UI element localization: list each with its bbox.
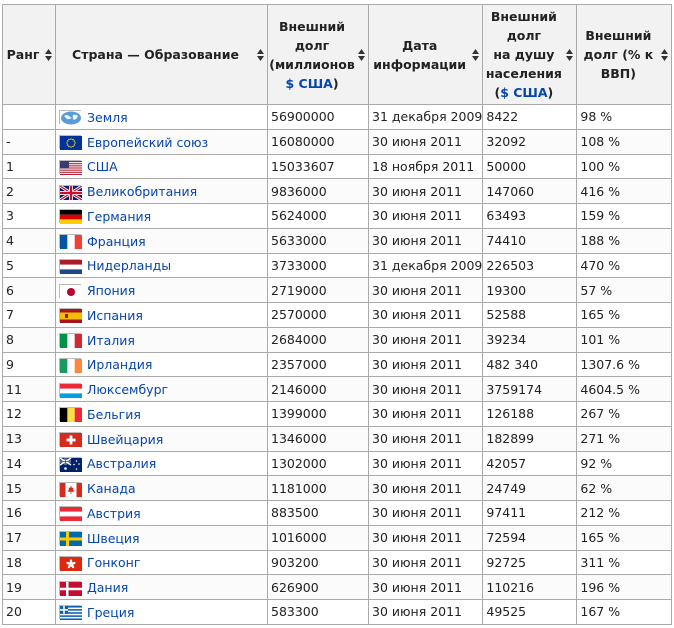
- sweden-flag-icon: [59, 531, 81, 545]
- sort-arrows-icon[interactable]: [472, 49, 479, 61]
- country-link[interactable]: Великобритания: [87, 184, 198, 200]
- gdp-percent-cell: 1307.6 %: [577, 352, 672, 377]
- debt-cell: 2684000: [268, 327, 369, 352]
- rank-cell: 15: [3, 476, 56, 501]
- sort-arrows-icon[interactable]: [566, 49, 573, 61]
- rank-cell: 8: [3, 327, 56, 352]
- table-row: [3, 426, 672, 451]
- per-capita-cell: 39234: [483, 327, 577, 352]
- per-capita-cell: 8422: [483, 105, 577, 130]
- debt-cell: 903200: [268, 550, 369, 575]
- per-capita-cell: 42057: [483, 451, 577, 476]
- external-debt-table: [2, 4, 672, 625]
- rank-cell: 2: [3, 179, 56, 204]
- per-capita-cell: 24749: [483, 476, 577, 501]
- debt-cell: 9836000: [268, 179, 369, 204]
- japan-flag-icon: [59, 284, 81, 298]
- rank-cell: 20: [3, 600, 56, 625]
- country-cell: [56, 575, 268, 600]
- date-cell: 30 июня 2011: [369, 327, 483, 352]
- rank-cell: [3, 105, 56, 130]
- date-cell: 30 июня 2011: [369, 550, 483, 575]
- country-cell: [56, 402, 268, 427]
- luxembourg-flag-icon: [59, 383, 81, 397]
- country-cell: [56, 278, 268, 303]
- date-cell: 31 декабря 2009: [369, 105, 483, 130]
- table-row: [3, 352, 672, 377]
- germany-flag-icon: [59, 209, 81, 223]
- country-link[interactable]: Япония: [87, 283, 136, 299]
- rank-cell: 17: [3, 525, 56, 550]
- country-cell: [56, 550, 268, 575]
- per-capita-cell: 147060: [483, 179, 577, 204]
- country-cell: [56, 253, 268, 278]
- sort-arrows-icon[interactable]: [257, 49, 264, 61]
- table-row: [3, 377, 672, 402]
- debt-cell: 5633000: [268, 228, 369, 253]
- denmark-flag-icon: [59, 581, 81, 595]
- col-header-date-line2: информации: [373, 56, 467, 72]
- country-cell: [56, 525, 268, 550]
- canada-flag-icon: [59, 482, 81, 496]
- debt-cell: 56900000: [268, 105, 369, 130]
- debt-cell: 3733000: [268, 253, 369, 278]
- rank-cell: 16: [3, 501, 56, 526]
- rank-cell: -: [3, 129, 56, 154]
- country-link[interactable]: Швеция: [87, 530, 140, 546]
- per-capita-cell: 92725: [483, 550, 577, 575]
- debt-cell: 1181000: [268, 476, 369, 501]
- col-header-debt-line1: Внешний: [278, 18, 346, 34]
- ireland-flag-icon: [59, 358, 81, 372]
- date-cell: 30 июня 2011: [369, 129, 483, 154]
- date-cell: 30 июня 2011: [369, 600, 483, 625]
- date-cell: 30 июня 2011: [369, 476, 483, 501]
- date-cell: 30 июня 2011: [369, 303, 483, 328]
- country-cell: [56, 451, 268, 476]
- country-link[interactable]: Швейцария: [87, 431, 164, 447]
- rank-cell: 5: [3, 253, 56, 278]
- per-capita-cell: 72594: [483, 525, 577, 550]
- gdp-percent-cell: 98 %: [577, 105, 672, 130]
- spain-flag-icon: [59, 308, 81, 322]
- col-header-percap-line3: на душу: [493, 47, 555, 62]
- date-cell: 30 июня 2011: [369, 204, 483, 229]
- country-link[interactable]: Нидерланды: [87, 258, 172, 274]
- date-cell: 30 июня 2011: [369, 575, 483, 600]
- gdp-percent-cell: 416 %: [577, 179, 672, 204]
- gdp-percent-cell: 167 %: [577, 600, 672, 625]
- country-cell: [56, 501, 268, 526]
- debt-cell: 1302000: [268, 451, 369, 476]
- country-link[interactable]: Канада: [87, 481, 136, 497]
- table-header: [3, 5, 672, 105]
- table-row: [3, 476, 672, 501]
- gdp-percent-cell: 311 %: [577, 550, 672, 575]
- country-link[interactable]: Бельгия: [87, 406, 141, 422]
- gdp-percent-cell: 100 %: [577, 154, 672, 179]
- per-capita-cell: 482 340: [483, 352, 577, 377]
- country-link[interactable]: США: [87, 159, 118, 175]
- date-cell: 30 июня 2011: [369, 525, 483, 550]
- rank-cell: 6: [3, 278, 56, 303]
- country-cell: [56, 179, 268, 204]
- country-cell: [56, 476, 268, 501]
- date-cell: 30 июня 2011: [369, 352, 483, 377]
- gdp-percent-cell: 108 %: [577, 129, 672, 154]
- table-row: [3, 154, 672, 179]
- country-link[interactable]: Земля: [87, 109, 128, 125]
- per-capita-cell: 226503: [483, 253, 577, 278]
- country-link[interactable]: Люксембург: [87, 382, 169, 398]
- eu-flag-icon: [59, 135, 81, 149]
- belgium-flag-icon: [59, 407, 81, 421]
- gdp-percent-cell: 188 %: [577, 228, 672, 253]
- col-header-percap-line1: Внешний: [490, 9, 557, 24]
- country-link[interactable]: Франция: [87, 233, 146, 249]
- gdp-percent-cell: 159 %: [577, 204, 672, 229]
- table-row: [3, 402, 672, 427]
- usa-flag-icon: [59, 160, 81, 174]
- gdp-percent-cell: 196 %: [577, 575, 672, 600]
- date-cell: 30 июня 2011: [369, 228, 483, 253]
- australia-flag-icon: [59, 457, 81, 471]
- gdp-percent-cell: 165 %: [577, 303, 672, 328]
- date-cell: 30 июня 2011: [369, 377, 483, 402]
- country-link[interactable]: Ирландия: [87, 357, 153, 373]
- debt-cell: 1399000: [268, 402, 369, 427]
- col-header-debt-line3: (миллионов: [269, 56, 355, 72]
- col-header-percap-line2: долг: [506, 28, 542, 43]
- debt-cell: 16080000: [268, 129, 369, 154]
- netherlands-flag-icon: [59, 259, 81, 273]
- date-cell: 30 июня 2011: [369, 402, 483, 427]
- country-cell: [56, 327, 268, 352]
- col-header-gdp-line1: Внешний: [585, 28, 652, 43]
- debt-cell: 2570000: [268, 303, 369, 328]
- table-row: [3, 105, 672, 130]
- col-header-gdp-percent[interactable]: [577, 5, 672, 105]
- col-header-rank-label: Ранг: [6, 47, 40, 62]
- debt-cell: 15033607: [268, 154, 369, 179]
- date-cell: 30 июня 2011: [369, 179, 483, 204]
- rank-cell: 13: [3, 426, 56, 451]
- table-row: [3, 550, 672, 575]
- rank-cell: 19: [3, 575, 56, 600]
- hongkong-flag-icon: [59, 556, 81, 570]
- rank-cell: 14: [3, 451, 56, 476]
- gdp-percent-cell: 62 %: [577, 476, 672, 501]
- country-link[interactable]: Дания: [87, 580, 129, 596]
- per-capita-cell: 52588: [483, 303, 577, 328]
- gdp-percent-cell: 92 %: [577, 451, 672, 476]
- table-row: [3, 179, 672, 204]
- per-capita-cell: 110216: [483, 575, 577, 600]
- table-row: [3, 253, 672, 278]
- table-row: [3, 327, 672, 352]
- country-link[interactable]: Австрия: [87, 505, 141, 521]
- table-row: [3, 600, 672, 625]
- debt-cell: 5624000: [268, 204, 369, 229]
- gdp-percent-cell: 101 %: [577, 327, 672, 352]
- debt-cell: 2146000: [268, 377, 369, 402]
- rank-cell: 18: [3, 550, 56, 575]
- col-header-percap-open: (: [494, 85, 501, 100]
- per-capita-cell: 19300: [483, 278, 577, 303]
- country-link[interactable]: Италия: [87, 332, 135, 348]
- gdp-percent-cell: 271 %: [577, 426, 672, 451]
- debt-cell: 2719000: [268, 278, 369, 303]
- rank-cell: 7: [3, 303, 56, 328]
- per-capita-cell: 63493: [483, 204, 577, 229]
- france-flag-icon: [59, 234, 81, 248]
- col-header-debt-line2: долг: [294, 37, 330, 53]
- col-header-rank[interactable]: [3, 5, 56, 105]
- country-cell: [56, 352, 268, 377]
- col-header-percap-close: ): [547, 85, 554, 100]
- debt-cell: 626900: [268, 575, 369, 600]
- rank-cell: 4: [3, 228, 56, 253]
- italy-flag-icon: [59, 333, 81, 347]
- table-body: [3, 105, 672, 625]
- debt-cell: 1016000: [268, 525, 369, 550]
- globe-icon: [59, 110, 81, 124]
- col-header-per-capita[interactable]: [483, 5, 577, 105]
- uk-flag-icon: [59, 185, 81, 199]
- per-capita-cell: 182899: [483, 426, 577, 451]
- per-capita-cell: 74410: [483, 228, 577, 253]
- table-row: [3, 303, 672, 328]
- col-header-country-label: Страна — Образование: [72, 47, 239, 62]
- country-cell: [56, 228, 268, 253]
- col-header-country[interactable]: [56, 5, 268, 105]
- usd-link[interactable]: $ США: [285, 75, 333, 91]
- col-header-external-debt[interactable]: [268, 5, 369, 105]
- sort-arrows-icon[interactable]: [45, 49, 52, 61]
- per-capita-cell: 32092: [483, 129, 577, 154]
- country-cell: [56, 105, 268, 130]
- rank-cell: 9: [3, 352, 56, 377]
- col-header-gdp-line3: ВВП): [600, 66, 636, 81]
- country-link[interactable]: Греция: [87, 604, 135, 620]
- date-cell: 30 июня 2011: [369, 451, 483, 476]
- date-cell: 18 ноября 2011: [369, 154, 483, 179]
- country-cell: [56, 303, 268, 328]
- rank-cell: 12: [3, 402, 56, 427]
- sort-arrows-icon[interactable]: [661, 49, 668, 61]
- table-row: [3, 575, 672, 600]
- country-cell: [56, 204, 268, 229]
- country-link[interactable]: Германия: [87, 208, 152, 224]
- table-row: [3, 228, 672, 253]
- gdp-percent-cell: 57 %: [577, 278, 672, 303]
- col-header-date[interactable]: [369, 5, 483, 105]
- rank-cell: 3: [3, 204, 56, 229]
- sort-arrows-icon[interactable]: [358, 49, 365, 61]
- col-header-debt-close: ): [332, 75, 339, 91]
- country-cell: [56, 600, 268, 625]
- per-capita-cell: 49525: [483, 600, 577, 625]
- gdp-percent-cell: 165 %: [577, 525, 672, 550]
- table-row: [3, 525, 672, 550]
- switzerland-flag-icon: [59, 432, 81, 446]
- date-cell: 31 декабря 2009: [369, 253, 483, 278]
- gdp-percent-cell: 212 %: [577, 501, 672, 526]
- country-link[interactable]: Австралия: [87, 456, 157, 472]
- gdp-percent-cell: 470 %: [577, 253, 672, 278]
- table-row: [3, 204, 672, 229]
- country-link[interactable]: Европейский союз: [87, 134, 209, 150]
- debt-cell: 1346000: [268, 426, 369, 451]
- col-header-gdp-line2: долг (% к: [583, 47, 654, 62]
- col-header-percap-line4: населения: [485, 66, 562, 81]
- country-link[interactable]: Испания: [87, 307, 143, 323]
- gdp-percent-cell: 4604.5 %: [577, 377, 672, 402]
- date-cell: 30 июня 2011: [369, 501, 483, 526]
- date-cell: 30 июня 2011: [369, 278, 483, 303]
- greece-flag-icon: [59, 605, 81, 619]
- rank-cell: 11: [3, 377, 56, 402]
- country-cell: [56, 154, 268, 179]
- table-row: [3, 129, 672, 154]
- debt-cell: 583300: [268, 600, 369, 625]
- table-row: [3, 501, 672, 526]
- per-capita-cell: 97411: [483, 501, 577, 526]
- per-capita-cell: 3759174: [483, 377, 577, 402]
- country-link[interactable]: Гонконг: [87, 555, 141, 571]
- col-header-date-line1: Дата: [402, 37, 438, 53]
- country-cell: [56, 426, 268, 451]
- table-row: [3, 278, 672, 303]
- usd-link[interactable]: $ США: [500, 85, 548, 100]
- date-cell: 30 июня 2011: [369, 426, 483, 451]
- rank-cell: 1: [3, 154, 56, 179]
- debt-cell: 2357000: [268, 352, 369, 377]
- gdp-percent-cell: 267 %: [577, 402, 672, 427]
- per-capita-cell: 126188: [483, 402, 577, 427]
- austria-flag-icon: [59, 506, 81, 520]
- table-row: [3, 451, 672, 476]
- debt-cell: 883500: [268, 501, 369, 526]
- country-cell: [56, 377, 268, 402]
- country-cell: [56, 129, 268, 154]
- per-capita-cell: 50000: [483, 154, 577, 179]
